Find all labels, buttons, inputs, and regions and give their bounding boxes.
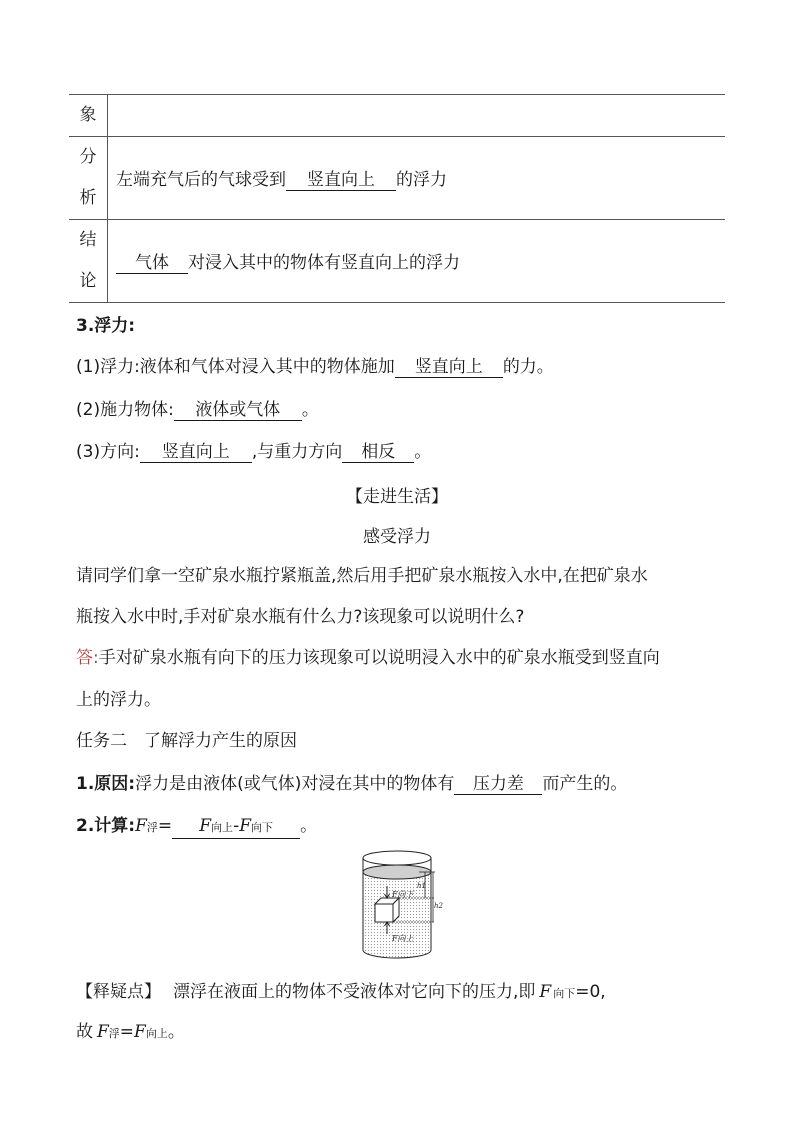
label-depth-h2: h2 bbox=[434, 902, 443, 910]
direction-text-mid: ,与重力方向 bbox=[251, 442, 343, 462]
formula-symbol: F bbox=[134, 1022, 146, 1042]
row-header-char: 论 bbox=[79, 271, 97, 291]
cause-text-post: 而产生的。 bbox=[542, 774, 628, 794]
formula-equals: = bbox=[119, 1022, 135, 1042]
table-row bbox=[69, 95, 725, 137]
row-content bbox=[108, 95, 726, 137]
answer-label: 答: bbox=[76, 648, 99, 668]
definition-blank: 竖直向上 bbox=[395, 357, 503, 378]
question-line: 瓶按入水中时,手对矿泉水瓶有什么力?该现象可以说明什么? bbox=[76, 607, 525, 627]
row-header bbox=[69, 95, 108, 137]
label-force-down: F向下 bbox=[392, 890, 414, 899]
conclusion-text: 对浸入其中的物体有竖直向上的浮力 bbox=[188, 253, 460, 273]
source-text-post: 。 bbox=[301, 400, 319, 420]
calc-text-post: 。 bbox=[300, 816, 318, 836]
buoyancy-source bbox=[76, 398, 319, 422]
table-row bbox=[69, 137, 725, 220]
row-header-char: 象 bbox=[79, 105, 97, 125]
note-text-post: 。 bbox=[167, 1022, 185, 1042]
formula-symbol: F bbox=[199, 816, 212, 836]
direction-text-post: 。 bbox=[414, 442, 432, 462]
formula-symbol: F bbox=[135, 816, 147, 836]
answer-line bbox=[76, 646, 660, 670]
source-text: (2)施力物体: bbox=[76, 400, 174, 420]
definition-text: (1)浮力:液体和气体对浸入其中的物体施加 bbox=[76, 357, 395, 377]
cube bbox=[375, 898, 399, 922]
label-depth-h1: h1 bbox=[417, 882, 426, 890]
formula-symbol: F bbox=[97, 1022, 109, 1042]
formula-subscript: 向上 bbox=[211, 821, 234, 834]
formula-subscript: 向下 bbox=[251, 821, 273, 834]
definition-text-post: 的力。 bbox=[502, 357, 554, 377]
calc-blank bbox=[172, 816, 300, 839]
direction-text: (3)方向: bbox=[76, 442, 140, 462]
formula-subscript: 向上 bbox=[145, 1027, 168, 1040]
conclusion-blank: 气体 bbox=[116, 253, 188, 274]
buoyancy-definition bbox=[76, 355, 554, 379]
note-text-post: =0, bbox=[575, 982, 606, 1002]
label-force-up: F向上 bbox=[392, 934, 414, 943]
source-blank: 液体或气体 bbox=[174, 400, 302, 421]
section-title: 3.浮力: bbox=[76, 316, 136, 336]
analysis-blank: 竖直向上 bbox=[286, 170, 396, 191]
analysis-text: 左端充气后的气球受到 bbox=[116, 170, 286, 190]
buoyancy-diagram bbox=[355, 850, 445, 960]
formula-symbol: F bbox=[239, 816, 251, 836]
row-header-char: 分 bbox=[79, 147, 97, 167]
row-content bbox=[108, 220, 726, 303]
row-content bbox=[108, 137, 726, 220]
note-text: 漂浮在液面上的物体不受液体对它向下的压力,即 bbox=[173, 982, 536, 1002]
question-line: 请同学们拿一空矿泉水瓶拧紧瓶盖,然后用手把矿泉水瓶按入水中,在把矿泉水 bbox=[76, 566, 648, 586]
formula-equals: = bbox=[157, 816, 173, 836]
cause-blank: 压力差 bbox=[454, 774, 542, 795]
formula-minus: - bbox=[233, 816, 240, 836]
row-header-char: 结 bbox=[79, 230, 97, 250]
note-text: 故 bbox=[76, 1022, 93, 1042]
answer-line: 上的浮力。 bbox=[76, 690, 161, 710]
buoyancy-direction bbox=[76, 440, 431, 464]
task-title: 任务二 了解浮力产生的原因 bbox=[76, 731, 297, 751]
row-header bbox=[69, 137, 108, 220]
calc-label: 2.计算: bbox=[76, 816, 136, 836]
observation-table bbox=[69, 94, 725, 303]
answer-text: 手对矿泉水瓶有向下的压力该现象可以说明浸入水中的矿泉水瓶受到竖直向 bbox=[98, 648, 660, 668]
note-line bbox=[76, 980, 606, 1006]
row-header-char: 析 bbox=[79, 188, 97, 208]
life-subheading: 感受浮力 bbox=[363, 527, 431, 547]
cause-label: 1.原因: bbox=[76, 774, 136, 794]
formula-subscript: 向下 bbox=[553, 987, 576, 1000]
analysis-text-post: 的浮力 bbox=[396, 170, 447, 190]
calc-line bbox=[76, 814, 317, 840]
formula-subscript: 浮 bbox=[108, 1027, 120, 1040]
cause-text: 浮力是由液体(或气体)对浸在其中的物体有 bbox=[135, 774, 455, 794]
note-label: 【释疑点】 bbox=[76, 982, 161, 1002]
note-line bbox=[76, 1020, 185, 1046]
cause-line bbox=[76, 772, 627, 796]
formula-symbol: F bbox=[539, 982, 552, 1002]
table-row bbox=[69, 220, 725, 303]
direction-blank: 竖直向上 bbox=[140, 442, 252, 463]
life-heading: 【走进生活】 bbox=[346, 487, 448, 507]
direction-blank-2: 相反 bbox=[342, 442, 414, 463]
row-header bbox=[69, 220, 108, 303]
formula-subscript: 浮 bbox=[146, 821, 158, 834]
